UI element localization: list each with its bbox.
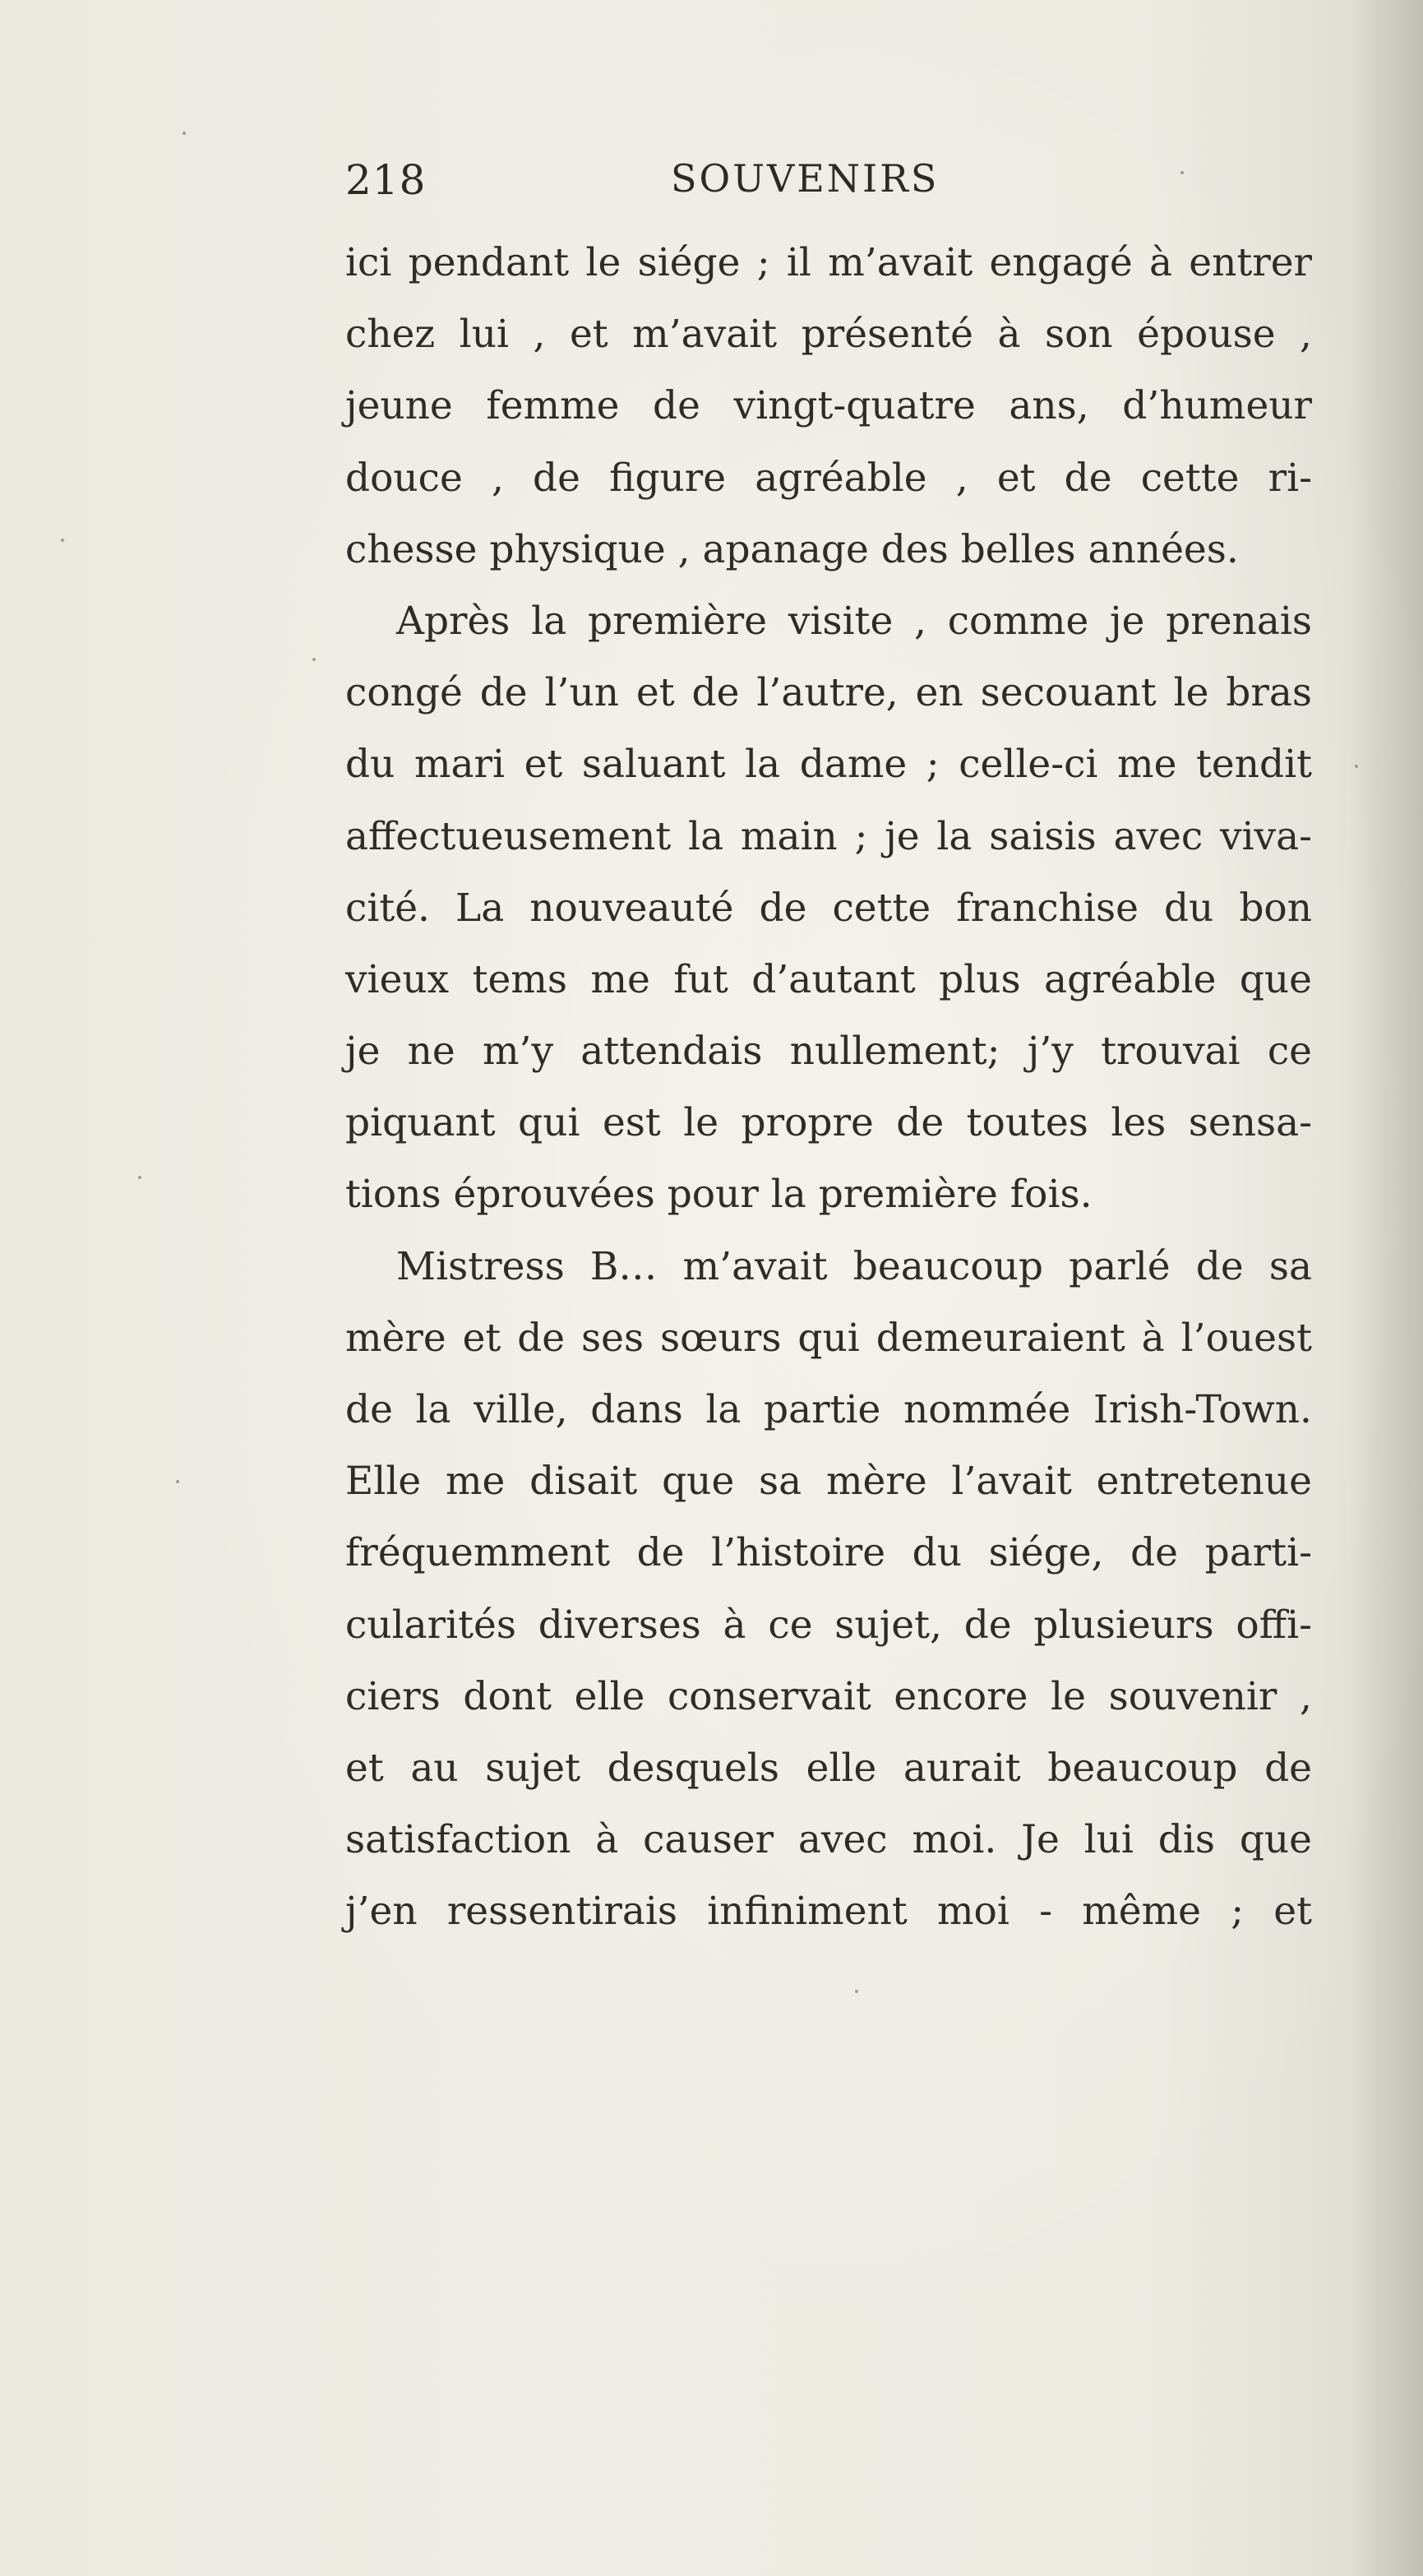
text-line: douce , de figure agréable , et de cette ri- [345,455,1312,501]
text-line: vieux tems me fut d’autant plus agréable que [345,956,1312,1002]
running-head: SOUVENIRS [671,156,940,201]
text-line: fréquemment de l’histoire du siége, de parti- [345,1530,1312,1576]
text-line: je ne m’y attendais nullement; j’y trouvai ce [345,1029,1312,1075]
text-line: cularités diverses à ce sujet, de plusieurs offi- [345,1602,1312,1648]
text-line: affectueusement la main ; je la saisis avec viva- [345,813,1312,859]
text-line: congé de l’un et de l’autre, en secouant le bras [345,670,1312,716]
text-line: jeune femme de vingt-quatre ans, d’humeur [345,383,1312,429]
text-line: j’en ressentirais infiniment moi - même ; et [345,1889,1312,1935]
paper-speck [855,1990,858,1993]
text-line: Après la première visite , comme je prenais [396,598,1312,644]
text-line: Elle me disait que sa mère l’avait entretenue [345,1459,1312,1505]
page-edge-shadow [1349,0,1423,2576]
page-header [345,156,1340,222]
page-number: 218 [345,156,427,204]
text-line: piquant qui est le propre de toutes les sensa- [345,1100,1312,1146]
paper-speck [61,539,64,542]
text-line: du mari et saluant la dame ; celle-ci me tendit [345,742,1312,788]
text-line: mère et de ses sœurs qui demeuraient à l’ouest [345,1315,1312,1361]
paper-speck [182,132,186,135]
text-line: cité. La nouveauté de cette franchise du bon [345,885,1312,931]
text-line: tions éprouvées pour la première fois. [345,1172,1093,1218]
paper-speck [138,1176,141,1179]
text-line: chez lui , et m’avait présenté à son épouse , [345,312,1312,358]
paper-speck [1355,765,1358,768]
text-line: de la ville, dans la partie nommée Irish-Town. [345,1387,1312,1432]
body-text [345,227,1312,1948]
paper-speck [312,658,316,661]
text-line: et au sujet desquels elle aurait beaucoup de [345,1745,1312,1791]
text-line: ici pendant le siége ; il m’avait engagé à entrer [345,240,1312,285]
text-line: Mistress B… m’avait beaucoup parlé de sa [396,1243,1312,1289]
text-line: chesse physique , apanage des belles années. [345,526,1239,572]
paper-speck [176,1480,179,1483]
text-line: ciers dont elle conservait encore le souvenir , [345,1673,1312,1719]
text-line: satisfaction à causer avec moi. Je lui dis que [345,1817,1312,1863]
